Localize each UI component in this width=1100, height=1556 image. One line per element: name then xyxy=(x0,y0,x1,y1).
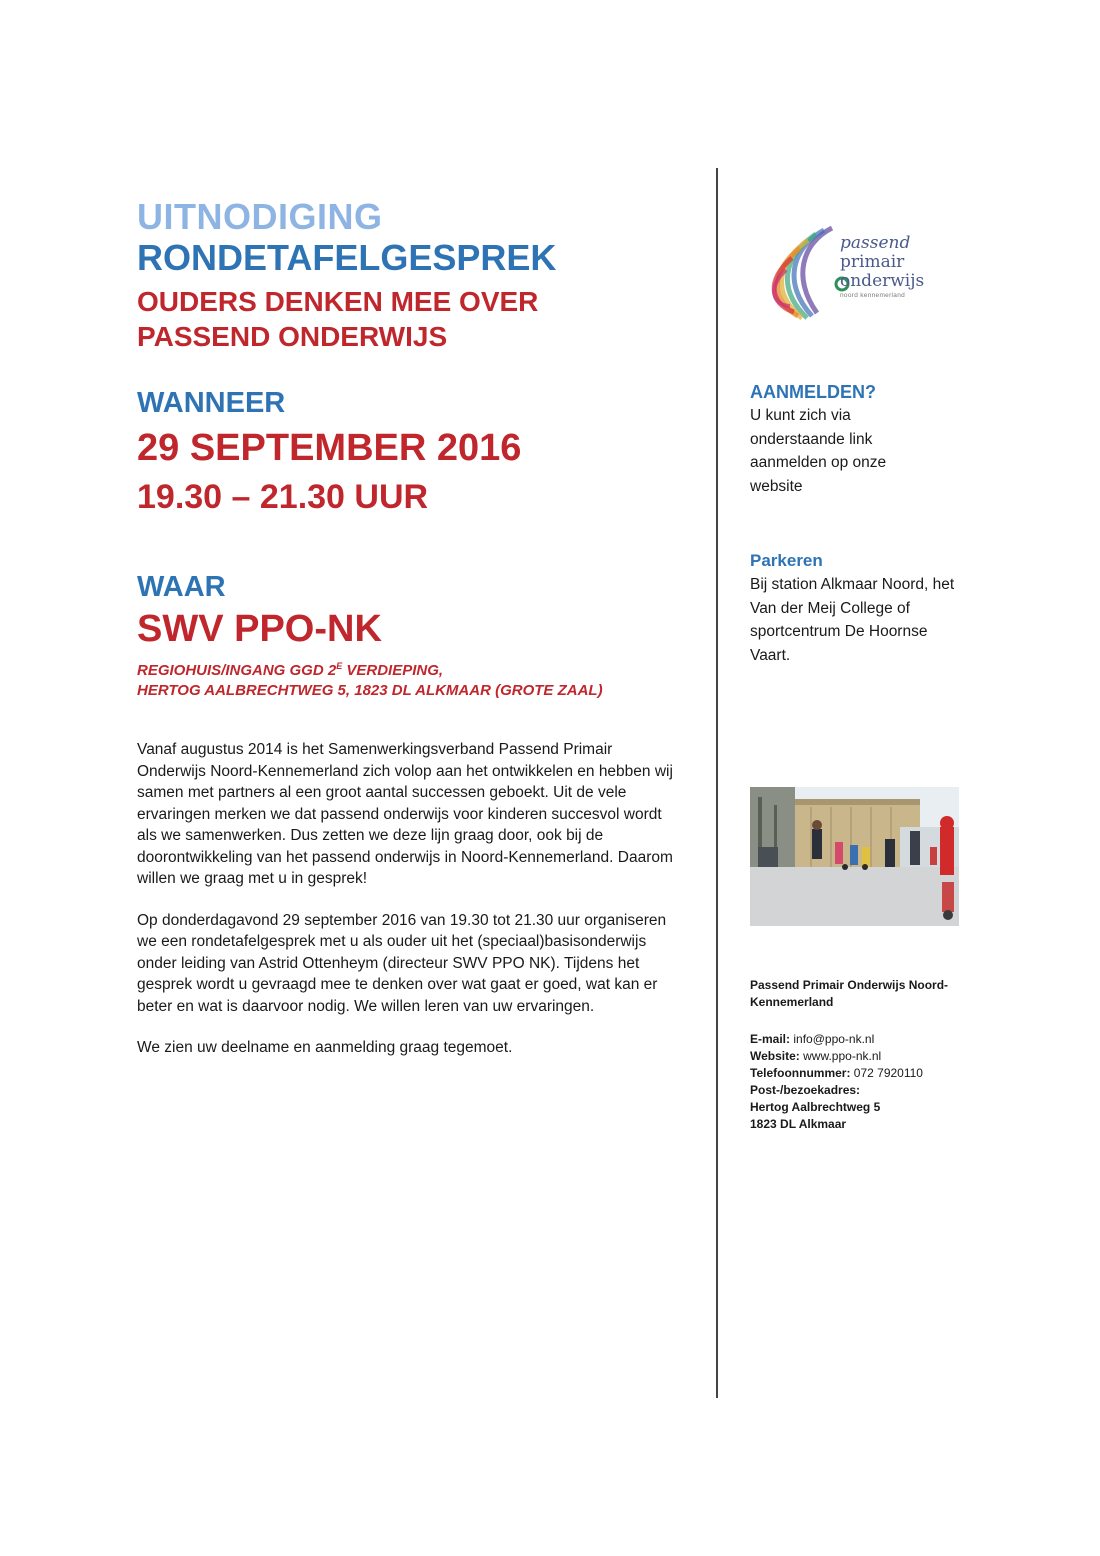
address-line-2: HERTOG AALBRECHTWEG 5, 1823 DL ALKMAAR (GROTE ZAAL) xyxy=(137,682,603,699)
subtitle-line-1: OUDERS DENKEN MEE OVER xyxy=(137,286,539,317)
contact-address-line-1: Hertog Aalbrechtweg 5 xyxy=(750,1100,881,1114)
event-address xyxy=(137,656,677,701)
parking-section xyxy=(750,549,965,667)
contact-section xyxy=(750,977,965,1133)
register-text: U kunt zich via onderstaande link aanmelden op onze website xyxy=(750,407,887,495)
ppo-nk-logo xyxy=(762,218,932,328)
logo-wordmark: passend primair onderwijs noord kennemerland xyxy=(840,233,925,299)
event-time: 19.30 – 21.30 UUR xyxy=(137,478,429,516)
paragraph-3: We zien uw deelname en aanmelding graag tegemoet. xyxy=(137,1039,513,1056)
contact-phone: Telefoonnummer: 072 7920110 xyxy=(750,1066,923,1080)
contact-website: Website: www.ppo-nk.nl xyxy=(750,1049,882,1063)
event-title: RONDETAFELGESPREK xyxy=(137,237,557,278)
parking-heading: Parkeren xyxy=(750,551,823,570)
children-playground-photo xyxy=(750,787,959,926)
when-heading: WANNEER xyxy=(137,387,286,419)
contact-address-line-2: 1823 DL Alkmaar xyxy=(750,1117,847,1131)
where-heading: WAAR xyxy=(137,571,226,603)
parking-text: Bij station Alkmaar Noord, het Van der Meij College of sportcentrum De Hoornse Vaart. xyxy=(750,576,955,664)
paragraph-1: Vanaf augustus 2014 is het Samenwerkingsverband Passend Primair Onderwijs Noord-Kennemerland zich volop aan het ontwikkelen en hebben wij samen met partners al een groot aantal successen geboekt. Uit de vele ervaringen merken we dat passend onderwijs voor kinderen succesvol wordt als we samenwerken. Dus zetten we deze lijn graag door, ook bij de doorontwikkeling van het passend onderwijs in Noord-Kennemerland. Daarom willen we graag met u in gesprek! xyxy=(137,741,673,887)
event-date: 29 SEPTEMBER 2016 xyxy=(137,427,522,469)
body-text xyxy=(137,739,677,1059)
register-heading: AANMELDEN? xyxy=(750,382,876,402)
contact-email: E-mail: info@ppo-nk.nl xyxy=(750,1032,875,1046)
website-link[interactable]: www.ppo-nk.nl xyxy=(803,1049,882,1063)
paragraph-2: Op donderdagavond 29 september 2016 van 19.30 tot 21.30 uur organiseren we een rondetafelgesprek met u als ouder uit het (speciaal)basisonderwijs onder leiding van Astrid Ottenheym (directeur SWV PPO NK). Tijdens het gesprek wordt u gevraagd mee te denken over wat gaat er goed, wat kan er beter en wat is daarvoor nodig. We willen leren van uw ervaringen. xyxy=(137,911,667,1015)
address-line-1: REGIOHUIS/INGANG GGD $2^E$ VERDIEPING, xyxy=(137,661,444,679)
swirl-icon xyxy=(762,218,852,328)
register-section xyxy=(750,380,965,498)
event-subtitle xyxy=(137,284,677,354)
invitation-title: UITNODIGING xyxy=(137,196,383,237)
contact-org-name: Passend Primair Onderwijs Noord-Kennemerland xyxy=(750,978,949,1009)
email-link[interactable]: info@ppo-nk.nl xyxy=(793,1032,875,1046)
event-organization: SWV PPO-NK xyxy=(137,608,382,650)
column-divider xyxy=(716,168,718,1398)
subtitle-line-2: PASSEND ONDERWIJS xyxy=(137,321,448,352)
main-column xyxy=(137,196,677,1059)
contact-address-label: Post-/bezoekadres: xyxy=(750,1083,861,1097)
